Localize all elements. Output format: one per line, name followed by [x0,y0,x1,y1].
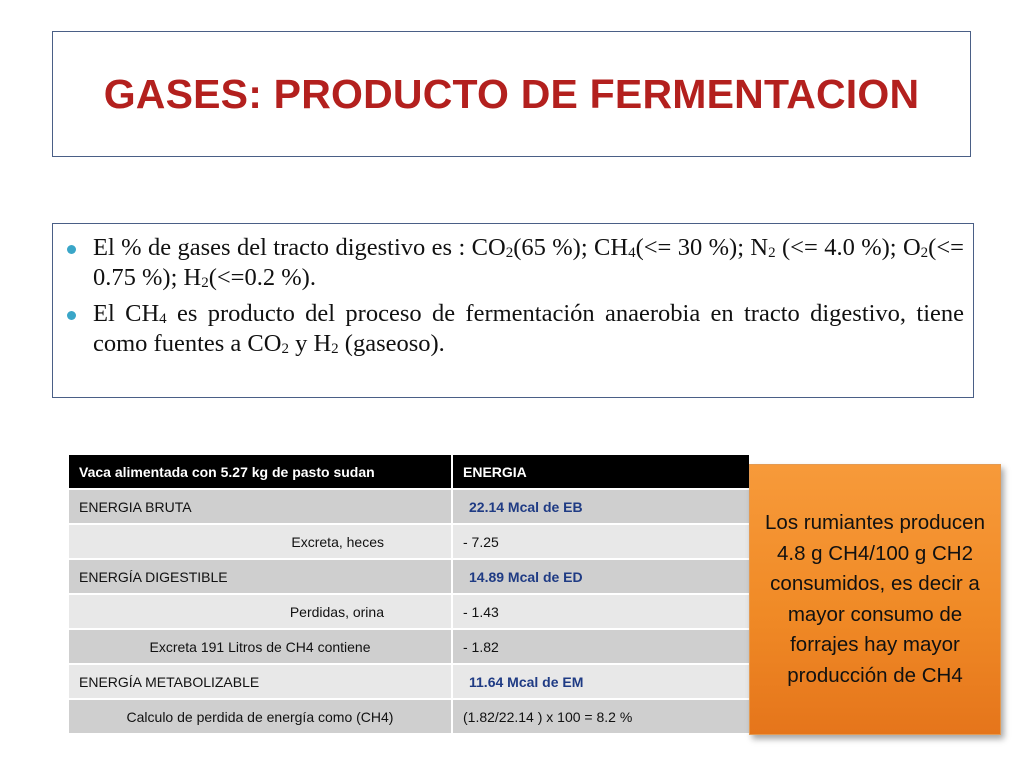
bullet-text: (<= 4.0 %); O [775,234,921,261]
table-row [69,489,749,524]
slide-title: GASES: PRODUCTO DE FERMENTACION [103,70,920,117]
table-row [69,699,749,733]
table-cell: Excreta, heces [69,524,452,559]
table-cell: (1.82/22.14 ) x 100 = 8.2 % [452,699,749,733]
subscript: 2 [331,341,339,357]
table-row [69,524,749,559]
bullet-text: El CH [93,300,160,327]
callout-text: Los rumiantes producen 4.8 g CH4/100 g CH2 consumidos, es decir a mayor consumo de forrajes hay mayor producción de CH4 [765,511,985,687]
table-cell: - 1.82 [452,629,749,664]
table-cell: - 7.25 [452,524,749,559]
table-row [69,559,749,594]
table-cell: ENERGIA BRUTA [69,489,452,524]
bullet-text: y H [288,330,332,357]
subscript: 4 [159,311,167,327]
table-cell: ENERGÍA METABOLIZABLE [69,664,452,699]
bullet-dot-icon [67,245,76,254]
subscript: 2 [281,341,289,357]
table-row [69,594,749,629]
subscript: 4 [628,245,636,261]
table-cell: Calculo de perdida de energía como (CH4) [69,699,452,733]
table-cell: - 1.43 [452,594,749,629]
energy-table [69,455,749,733]
table-cell: ENERGÍA DIGESTIBLE [69,559,452,594]
bullet-text: (65 %); CH [513,234,629,261]
bullet-item-ch4 [93,299,964,359]
bullet-text: (<= 0.75 %); H [93,234,964,291]
table-cell: 11.64 Mcal de EM [452,664,749,699]
bullet-dot-icon [67,311,76,320]
table-cell: Excreta 191 Litros de CH4 contiene [69,629,452,664]
table-header-cell: Vaca alimentada con 5.27 kg de pasto sudan [69,455,452,489]
table-header-cell: ENERGIA [452,455,749,489]
subscript: 2 [768,245,776,261]
subscript: 2 [920,245,929,261]
subscript: 2 [505,245,514,261]
table-row [69,629,749,664]
subscript: 2 [201,275,209,291]
bullet-text: (gaseoso). [338,330,445,357]
bullet-text: El % de gases del tracto digestivo es : CO [93,234,506,261]
table-cell: Perdidas, orina [69,594,452,629]
methane-callout [749,464,1001,735]
bullet-text: (<= 30 %); N [635,234,769,261]
table-row [69,664,749,699]
table-cell: 22.14 Mcal de EB [452,489,749,524]
title-box [52,31,971,157]
bullet-text: (<=0.2 %). [208,264,316,291]
bullet-item-gases [93,233,964,293]
bullet-box [52,223,974,398]
table-header-row [69,455,749,489]
table-cell: 14.89 Mcal de ED [452,559,749,594]
bullet-text: es producto del proceso de fermentación anaerobia en tracto digestivo, tiene como fuentes a CO [93,300,965,357]
energy-table-wrap [69,455,749,733]
